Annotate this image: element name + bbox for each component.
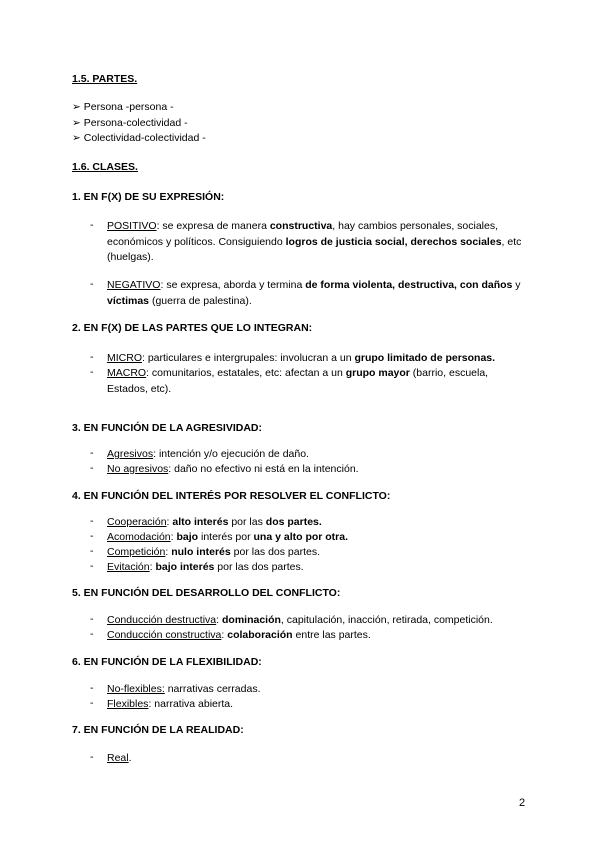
text: (barrio, escuela, Estados, etc).: [107, 367, 489, 395]
list-item-flexibles: [107, 697, 527, 713]
dash-bullet: -: [90, 447, 94, 459]
bold-text: bajo: [176, 531, 199, 543]
bold-text: víctimas: [107, 294, 150, 307]
dash-bullet: -: [90, 351, 94, 363]
dash-bullet: -: [90, 628, 94, 640]
list-item: [72, 117, 188, 129]
list-item-positivo: [107, 219, 527, 266]
bold-text: nulo interés: [171, 546, 231, 558]
dash-bullet: -: [90, 697, 94, 709]
section-title-partes: 1.5. PARTES.: [72, 73, 138, 85]
text: , etc (huelgas).: [107, 235, 522, 263]
text: entre las partes.: [292, 629, 371, 641]
heading-partes: 2. EN F(X) DE LAS PARTES QUE LO INTEGRAN:: [72, 322, 313, 334]
text: :: [149, 561, 156, 573]
dash-bullet: -: [90, 278, 94, 290]
list-item-micro: [107, 351, 527, 367]
dash-bullet: -: [90, 545, 94, 557]
list-item-evitacion: [107, 560, 527, 576]
list-item: [72, 101, 174, 113]
text: : intención y/o ejecución de daño.: [153, 448, 309, 460]
list-item-negativo: [107, 278, 527, 309]
arrow-bullet-icon: ➢: [72, 132, 81, 144]
term: POSITIVO: [107, 220, 157, 232]
bold-text: colaboración: [227, 629, 293, 641]
bold-text: dos partes.: [265, 516, 322, 528]
term: Cooperación: [107, 516, 167, 528]
text: :: [216, 614, 222, 626]
text: por las dos partes.: [214, 561, 304, 573]
list-item-macro: [107, 366, 527, 397]
heading-realidad: 7. EN FUNCIÓN DE LA REALIDAD:: [72, 724, 244, 736]
text: : particulares e intergrupales: involucran a un: [142, 352, 355, 364]
bold-text: dominación: [222, 614, 281, 626]
section-title-clases: 1.6. CLASES.: [72, 161, 138, 173]
text: : narrativa abierta.: [148, 698, 234, 710]
term: No agresivos: [107, 463, 169, 475]
bold-text: de forma violenta, destructiva, con daños: [305, 279, 513, 291]
bold-text: grupo mayor: [345, 367, 410, 379]
heading-agresividad: 3. EN FUNCIÓN DE LA AGRESIVIDAD:: [72, 422, 262, 434]
arrow-bullet-icon: ➢: [72, 101, 81, 113]
text: :: [170, 531, 177, 543]
text: por las: [228, 516, 266, 528]
term: NEGATIVO: [107, 279, 161, 291]
heading-desarrollo: 5. EN FUNCIÓN DEL DESARROLLO DEL CONFLICTO:: [72, 587, 341, 599]
term: Agresivos: [107, 448, 154, 460]
bold-text: constructiva: [269, 220, 333, 232]
bold-text: bajo interés: [155, 561, 215, 573]
list-item-conduccion-constructiva: [107, 628, 527, 644]
list-item-no-agresivos: [107, 462, 527, 478]
dash-bullet: -: [90, 560, 94, 572]
text: narrativas cerradas.: [164, 683, 261, 695]
dash-bullet: -: [90, 515, 94, 527]
list-item-competicion: [107, 545, 527, 561]
dash-bullet: -: [90, 613, 94, 625]
heading-interes: 4. EN FUNCIÓN DEL INTERÉS POR RESOLVER EL CONFLICTO:: [72, 490, 391, 502]
term: Conducción constructiva: [107, 629, 222, 641]
text: interés por: [198, 531, 254, 543]
text: : daño no efectivo ni está en la intención.: [168, 463, 359, 475]
arrow-bullet-icon: ➢: [72, 117, 81, 129]
list-item: [72, 132, 206, 144]
heading-expresion: 1. EN F(X) DE SU EXPRESIÓN:: [72, 191, 225, 203]
text: (guerra de palestina).: [149, 294, 252, 307]
page-number: 2: [519, 797, 526, 809]
list-item-text: Persona -persona -: [83, 101, 174, 113]
text: por las dos partes.: [230, 546, 321, 558]
text: : comunitarios, estatales, etc: afectan a un: [146, 367, 346, 379]
dash-bullet: -: [90, 366, 94, 378]
bold-text: una y alto por otra.: [253, 531, 349, 543]
heading-flexibilidad: 6. EN FUNCIÓN DE LA FLEXIBILIDAD:: [72, 656, 262, 668]
text: :: [165, 546, 172, 558]
list-item-agresivos: [107, 447, 527, 463]
text: , hay cambios personales, sociales, económicos y políticos. Consiguiendo: [107, 220, 499, 248]
bold-text: alto interés: [172, 516, 229, 528]
dash-bullet: -: [90, 751, 94, 763]
list-item-no-flexibles: [107, 682, 527, 698]
dash-bullet: -: [90, 530, 94, 542]
term: Real: [107, 752, 129, 764]
term: Evitación: [107, 561, 150, 573]
bold-text: logros de justicia social, derechos sociales: [285, 235, 502, 248]
dash-bullet: -: [90, 682, 94, 694]
term: MICRO: [107, 352, 142, 364]
term: Flexibles: [107, 698, 149, 710]
text: :: [221, 629, 228, 641]
term: No-flexibles:: [107, 683, 165, 695]
list-item-conduccion-destructiva: [107, 613, 527, 629]
text: :: [166, 516, 173, 528]
list-item-cooperacion: [107, 515, 527, 531]
bold-text: grupo limitado de personas.: [354, 352, 496, 364]
term: Acomodación: [107, 531, 171, 543]
text: y: [512, 279, 521, 291]
list-item-text: Colectividad-colectividad -: [83, 132, 206, 144]
term: Competición: [107, 546, 166, 558]
term: Conducción destructiva: [107, 614, 217, 626]
text: : se expresa de manera: [156, 220, 270, 232]
text: .: [128, 752, 132, 764]
list-item-real: [107, 751, 527, 767]
list-item-acomodacion: [107, 530, 527, 546]
list-item-text: Persona-colectividad -: [83, 117, 188, 129]
dash-bullet: -: [90, 219, 94, 231]
dash-bullet: -: [90, 462, 94, 474]
term: MACRO: [107, 367, 147, 379]
text: , capitulación, inacción, retirada, competición.: [280, 614, 493, 626]
text: : se expresa, aborda y termina: [160, 279, 306, 291]
